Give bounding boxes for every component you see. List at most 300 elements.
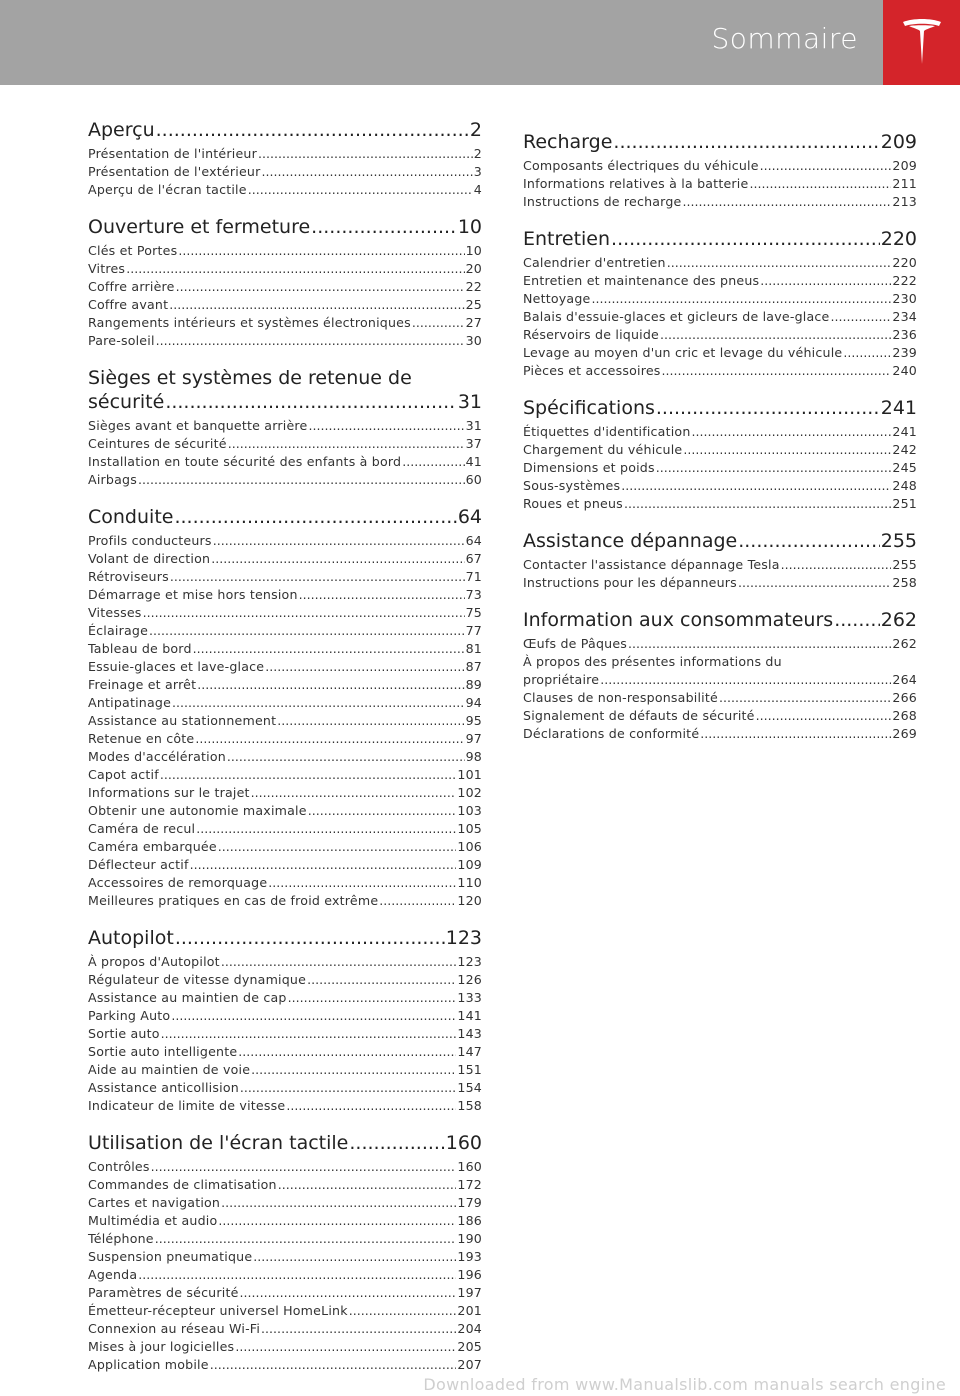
toc-entry[interactable] — [523, 707, 917, 725]
section-title[interactable] — [88, 366, 482, 414]
toc-entry-label: Accessoires de remorquage — [88, 875, 268, 890]
dot-leader — [240, 1079, 456, 1097]
toc-entry-line: À propos des présentes informations du — [523, 654, 782, 669]
toc-entry-label: Pièces et accessoires — [523, 363, 661, 378]
toc-entry[interactable] — [523, 477, 917, 495]
section-title[interactable] — [88, 505, 482, 529]
toc-entry-page-number: 103 — [457, 803, 482, 818]
toc-entry[interactable] — [88, 604, 482, 622]
toc-entry-page-number: 255 — [892, 557, 917, 572]
dot-leader — [843, 344, 891, 362]
tesla-logo-icon — [901, 16, 943, 68]
toc-entry[interactable] — [523, 574, 917, 592]
toc-entry[interactable] — [88, 260, 482, 278]
toc-entry-label: Rangements intérieurs et systèmes électroniques — [88, 315, 411, 330]
toc-entry[interactable] — [88, 989, 482, 1007]
toc-entry-label: Contrôles — [88, 1159, 150, 1174]
toc-entry-page-number: 10 — [465, 243, 482, 258]
toc-entry[interactable] — [88, 1043, 482, 1061]
dot-leader — [265, 658, 464, 676]
toc-entry-page-number: 204 — [457, 1321, 482, 1336]
dot-leader — [196, 820, 456, 838]
toc-entry-label: Chargement du véhicule — [523, 442, 683, 457]
toc-entry-label: Cartes et navigation — [88, 1195, 221, 1210]
footer — [0, 1374, 960, 1394]
dot-leader — [197, 676, 464, 694]
toc-entry-label: Obtenir une autonomie maximale — [88, 803, 307, 818]
toc-entry[interactable] — [88, 820, 482, 838]
dot-leader — [738, 574, 891, 592]
dot-leader — [286, 1097, 456, 1115]
dot-leader — [268, 874, 456, 892]
toc-entry-page-number: 241 — [892, 424, 917, 439]
toc-entry-label: Composants électriques du véhicule — [523, 158, 759, 173]
toc-entry-label: Vitres — [88, 261, 126, 276]
toc-entry-page-number: 262 — [892, 636, 917, 651]
section-title[interactable] — [523, 227, 917, 251]
section-title-label: Entretien — [523, 228, 611, 250]
toc-entry[interactable] — [88, 1025, 482, 1043]
toc-entry-label: Instructions de recharge — [523, 194, 682, 209]
dot-leader — [749, 175, 891, 193]
toc-entry[interactable] — [88, 1097, 482, 1115]
toc-entry-label: À propos d'Autopilot — [88, 954, 220, 969]
dot-leader — [834, 608, 880, 632]
toc-entry[interactable] — [88, 856, 482, 874]
toc-entry[interactable] — [88, 892, 482, 910]
toc-entry-label: Aperçu de l'écran tactile — [88, 182, 247, 197]
dot-leader — [211, 550, 464, 568]
toc-entry[interactable] — [88, 435, 482, 453]
toc-entry-label: Aide au maintien de voie — [88, 1062, 251, 1077]
toc-entry[interactable] — [88, 1061, 482, 1079]
toc-entry-page-number: 248 — [892, 478, 917, 493]
toc-entry[interactable] — [88, 1079, 482, 1097]
toc-entry[interactable] — [523, 157, 917, 175]
toc-entry-page-number: 105 — [457, 821, 482, 836]
dot-leader — [156, 332, 465, 350]
toc-entry-page-number: 126 — [457, 972, 482, 987]
toc-entry[interactable] — [88, 1230, 482, 1248]
toc-entry[interactable] — [88, 532, 482, 550]
toc-entry[interactable] — [88, 586, 482, 604]
dot-leader — [624, 495, 891, 513]
toc-entry-label: Instructions pour les dépanneurs — [523, 575, 737, 590]
toc-entry-label: Sortie auto intelligente — [88, 1044, 238, 1059]
toc-entry[interactable] — [88, 242, 482, 260]
dot-leader — [161, 1025, 457, 1043]
toc-entry-label: Suspension pneumatique — [88, 1249, 253, 1264]
toc-entry-page-number: 95 — [465, 713, 482, 728]
toc-entry-label: Étiquettes d'identification — [523, 424, 691, 439]
toc-entry-page-number: 89 — [465, 677, 482, 692]
section-title-page-number: 209 — [880, 131, 917, 153]
dot-leader — [611, 227, 880, 251]
toc-section — [88, 1131, 482, 1374]
toc-entry-page-number: 97 — [465, 731, 482, 746]
toc-entry-label: Levage au moyen d'un cric et levage du véhicule — [523, 345, 843, 360]
dot-leader — [240, 1284, 457, 1302]
dot-leader — [253, 1248, 456, 1266]
toc-entry-page-number: 73 — [465, 587, 482, 602]
toc-entry[interactable] — [523, 556, 917, 574]
toc-entry[interactable] — [88, 1194, 482, 1212]
toc-entry[interactable] — [523, 653, 917, 689]
toc-entry[interactable] — [88, 163, 482, 181]
toc-entry-label: Signalement de défauts de sécurité — [523, 708, 755, 723]
toc-entry[interactable] — [523, 344, 917, 362]
toc-section — [523, 396, 917, 513]
toc-entry[interactable] — [88, 314, 482, 332]
toc-entry-label: Présentation de l'intérieur — [88, 146, 257, 161]
dot-leader — [238, 1043, 456, 1061]
dot-leader — [176, 278, 465, 296]
dot-leader — [251, 784, 457, 802]
dot-leader — [221, 953, 457, 971]
toc-entry[interactable] — [88, 838, 482, 856]
toc-entry[interactable] — [88, 568, 482, 586]
dot-leader — [248, 181, 473, 199]
toc-entry-page-number: 98 — [465, 749, 482, 764]
toc-entry-page-number: 251 — [892, 496, 917, 511]
toc-entry-page-number: 25 — [465, 297, 482, 312]
toc-entry[interactable] — [88, 694, 482, 712]
section-title-page-number: 262 — [880, 609, 917, 631]
footer-watermark: Downloaded from www.Manualslib.com manuals search engine — [423, 1375, 946, 1394]
dot-leader — [682, 193, 891, 211]
toc-entry[interactable] — [88, 278, 482, 296]
toc-section — [88, 505, 482, 910]
section-title[interactable] — [88, 926, 482, 950]
toc-entry[interactable] — [88, 1158, 482, 1176]
toc-entry-page-number: 197 — [457, 1285, 482, 1300]
dot-leader — [151, 1158, 457, 1176]
toc-entry-page-number: 141 — [457, 1008, 482, 1023]
section-title[interactable] — [88, 1131, 482, 1155]
dot-leader — [700, 725, 891, 743]
toc-entry-label: Pare-soleil — [88, 333, 155, 348]
section-title-label: Autopilot — [88, 927, 174, 949]
toc-entry-label: Tableau de bord — [88, 641, 192, 656]
toc-entry-page-number: 106 — [457, 839, 482, 854]
dot-leader — [210, 1356, 457, 1374]
toc-entry[interactable] — [523, 441, 917, 459]
toc-entry-label: Vitesses — [88, 605, 142, 620]
toc-entry[interactable] — [88, 1248, 482, 1266]
dot-leader — [261, 163, 472, 181]
section-title-line: Sièges et systèmes de retenue de — [88, 367, 412, 389]
toc-entry-page-number: 143 — [457, 1026, 482, 1041]
toc-entry-label: Modes d'accélération — [88, 749, 226, 764]
section-title-page-number: 64 — [457, 506, 482, 528]
toc-entry-page-number: 81 — [465, 641, 482, 656]
toc-entry-page-number: 71 — [465, 569, 482, 584]
toc-entry[interactable] — [523, 362, 917, 380]
toc-entry[interactable] — [523, 459, 917, 477]
toc-entry-label: Coffre arrière — [88, 279, 175, 294]
toc-entry[interactable] — [523, 290, 917, 308]
toc-entry-label: Assistance au maintien de cap — [88, 990, 287, 1005]
toc-section — [523, 227, 917, 380]
dot-leader — [149, 622, 465, 640]
toc-entry-page-number: 193 — [457, 1249, 482, 1264]
toc-entry-label: Démarrage et mise hors tension — [88, 587, 298, 602]
toc-entry-page-number: 67 — [465, 551, 482, 566]
section-title[interactable] — [88, 118, 482, 142]
toc-entry-label: Clés et Portes — [88, 243, 178, 258]
toc-section — [523, 608, 917, 743]
toc-entry[interactable] — [88, 332, 482, 350]
dot-leader — [308, 802, 457, 820]
toc-entry[interactable] — [88, 1007, 482, 1025]
toc-entry[interactable] — [523, 326, 917, 344]
toc-entry-page-number: 120 — [457, 893, 482, 908]
toc-entry-label: Informations sur le trajet — [88, 785, 250, 800]
toc-entry-label: Profils conducteurs — [88, 533, 212, 548]
dot-leader — [621, 477, 891, 495]
toc-entry-page-number: 201 — [457, 1303, 482, 1318]
toc-entry[interactable] — [88, 471, 482, 489]
toc-entry-label: Commandes de climatisation — [88, 1177, 277, 1192]
toc-entry[interactable] — [88, 550, 482, 568]
dot-leader — [756, 707, 892, 725]
toc-entry-label: Téléphone — [88, 1231, 154, 1246]
toc-entry[interactable] — [88, 453, 482, 471]
toc-entry[interactable] — [88, 417, 482, 435]
toc-entry-page-number: 239 — [892, 345, 917, 360]
toc-entry-page-number: 154 — [457, 1080, 482, 1095]
toc-entry-label: Indicateur de limite de vitesse — [88, 1098, 286, 1113]
dot-leader — [719, 689, 891, 707]
toc-entry-label: Caméra embarquée — [88, 839, 217, 854]
dot-leader — [170, 568, 465, 586]
toc-entry-page-number: 30 — [465, 333, 482, 348]
dot-leader — [591, 290, 891, 308]
toc-entry-label: Agenda — [88, 1267, 138, 1282]
toc-entry-label: Paramètres de sécurité — [88, 1285, 239, 1300]
toc-entry-page-number: 147 — [457, 1044, 482, 1059]
toc-entry[interactable] — [88, 145, 482, 163]
toc-entry-page-number: 230 — [892, 291, 917, 306]
toc-entry[interactable] — [88, 1266, 482, 1284]
dot-leader — [174, 505, 456, 529]
section-title-row — [88, 390, 482, 414]
toc-entry[interactable] — [88, 1356, 482, 1374]
dot-leader — [193, 640, 465, 658]
dot-leader — [760, 157, 892, 175]
dot-leader — [138, 471, 465, 489]
section-title[interactable] — [523, 608, 917, 632]
toc-entry[interactable] — [88, 784, 482, 802]
toc-entry-page-number: 190 — [457, 1231, 482, 1246]
toc-entry-page-number: 110 — [457, 875, 482, 890]
toc-entry-page-number: 60 — [465, 472, 482, 487]
toc-entry-page-number: 220 — [892, 255, 917, 270]
toc-entry-page-number: 75 — [465, 605, 482, 620]
brand-logo — [883, 0, 960, 85]
dot-leader — [143, 604, 465, 622]
dot-leader — [613, 130, 879, 154]
toc-entry-page-number: 266 — [892, 690, 917, 705]
dot-leader — [308, 417, 464, 435]
dot-leader — [227, 748, 465, 766]
toc-entry[interactable] — [88, 712, 482, 730]
toc-entry[interactable] — [88, 971, 482, 989]
toc-entry-page-number: 87 — [465, 659, 482, 674]
toc-entry[interactable] — [88, 676, 482, 694]
toc-entry[interactable] — [523, 635, 917, 653]
section-title-label: Ouverture et fermeture — [88, 216, 311, 238]
toc-entry-label: Freinage et arrêt — [88, 677, 197, 692]
dot-leader — [218, 838, 457, 856]
toc-entry[interactable] — [88, 1212, 482, 1230]
toc-entry-label: Émetteur-récepteur universel HomeLink — [88, 1303, 348, 1318]
dot-leader — [218, 1212, 456, 1230]
toc-entry-label: Retenue en côte — [88, 731, 195, 746]
toc-entry-page-number: 196 — [457, 1267, 482, 1282]
section-title-page-number: 31 — [457, 391, 482, 413]
toc-entry-page-number: 242 — [892, 442, 917, 457]
section-title-label: Conduite — [88, 506, 174, 528]
dot-leader — [261, 1320, 456, 1338]
toc-entry-page-number: 211 — [892, 176, 917, 191]
toc-entry[interactable] — [523, 689, 917, 707]
toc-entry-page-number: 102 — [457, 785, 482, 800]
toc-entry-label: Airbags — [88, 472, 137, 487]
toc-entry[interactable] — [88, 802, 482, 820]
toc-entry[interactable] — [88, 622, 482, 640]
toc-entry-label: Sièges avant et banquette arrière — [88, 418, 308, 433]
dot-leader — [692, 423, 892, 441]
toc-entry[interactable] — [88, 766, 482, 784]
toc-entry-label: Essuie-glaces et lave-glace — [88, 659, 265, 674]
toc-entry[interactable] — [88, 730, 482, 748]
dot-leader — [288, 989, 457, 1007]
toc-entry-label: Sortie auto — [88, 1026, 160, 1041]
dot-leader — [172, 694, 465, 712]
dot-leader — [156, 118, 469, 142]
dot-leader — [278, 1176, 457, 1194]
toc-entry-page-number: 209 — [892, 158, 917, 173]
section-title[interactable] — [523, 529, 917, 553]
toc-entry[interactable] — [523, 725, 917, 743]
toc-entry-label: Entretien et maintenance des pneus — [523, 273, 760, 288]
dot-leader — [600, 671, 891, 689]
toc-entry-page-number: 245 — [892, 460, 917, 475]
toc-entry-label: Assistance au stationnement — [88, 713, 277, 728]
toc-entry[interactable] — [523, 254, 917, 272]
toc-entry-page-number: 186 — [457, 1213, 482, 1228]
toc-section — [88, 118, 482, 199]
toc-entry-page-number: 172 — [457, 1177, 482, 1192]
toc-entry-label: Présentation de l'extérieur — [88, 164, 261, 179]
toc-entry-label: Roues et pneus — [523, 496, 623, 511]
toc-entry-label: Antipatinage — [88, 695, 172, 710]
toc-entry[interactable] — [88, 296, 482, 314]
toc-entry[interactable] — [88, 1338, 482, 1356]
section-title-page-number: 2 — [469, 119, 482, 141]
dot-leader — [165, 390, 457, 414]
toc-entry[interactable] — [523, 308, 917, 326]
dot-leader — [412, 314, 465, 332]
toc-entry-page-number: 222 — [892, 273, 917, 288]
dot-leader — [667, 254, 892, 272]
toc-section — [88, 366, 482, 489]
toc-entry[interactable] — [88, 1302, 482, 1320]
toc-entry[interactable] — [88, 1176, 482, 1194]
dot-leader — [402, 453, 464, 471]
toc-entry-label: propriétaire — [523, 672, 600, 687]
toc-entry-page-number: 64 — [465, 533, 482, 548]
dot-leader — [738, 529, 880, 553]
toc-entry-label: Nettoyage — [523, 291, 591, 306]
toc-entry[interactable] — [523, 423, 917, 441]
toc-entry[interactable] — [88, 953, 482, 971]
toc-entry-label: Œufs de Pâques — [523, 636, 628, 651]
toc-entry-label: Contacter l'assistance dépannage Tesla — [523, 557, 780, 572]
dot-leader — [628, 635, 891, 653]
section-title-label: Recharge — [523, 131, 613, 153]
dot-leader — [190, 856, 457, 874]
section-title-page-number: 123 — [445, 927, 482, 949]
dot-leader — [662, 362, 892, 380]
section-title-label: Information aux consommateurs — [523, 609, 834, 631]
toc-entry-page-number: 4 — [473, 182, 482, 197]
toc-entry[interactable] — [88, 1320, 482, 1338]
dot-leader — [251, 1061, 456, 1079]
toc-entry-page-number: 240 — [892, 363, 917, 378]
toc-entry-page-number: 234 — [892, 309, 917, 324]
toc-entry-label: Volant de direction — [88, 551, 211, 566]
section-title[interactable] — [523, 396, 917, 420]
section-title[interactable] — [88, 215, 482, 239]
toc-entry-label: Caméra de recul — [88, 821, 196, 836]
toc-entry-page-number: 109 — [457, 857, 482, 872]
dot-leader — [175, 926, 445, 950]
toc-entry[interactable] — [523, 193, 917, 211]
toc-entry[interactable] — [88, 658, 482, 676]
toc-entry-label: Parking Auto — [88, 1008, 171, 1023]
toc-entry-page-number: 158 — [457, 1098, 482, 1113]
section-title-page-number: 241 — [880, 397, 917, 419]
toc-entry-label: Coffre avant — [88, 297, 169, 312]
dot-leader — [760, 272, 891, 290]
toc-entry-label: Installation en toute sécurité des enfants à bord — [88, 454, 402, 469]
toc-entry[interactable] — [88, 181, 482, 199]
toc-entry[interactable] — [88, 748, 482, 766]
dot-leader — [781, 556, 892, 574]
toc-entry[interactable] — [88, 640, 482, 658]
toc-entry-label: Déclarations de conformité — [523, 726, 700, 741]
toc-entry[interactable] — [88, 874, 482, 892]
toc-entry-page-number: 236 — [892, 327, 917, 342]
toc-entry[interactable] — [88, 1284, 482, 1302]
toc-entry-label: Meilleures pratiques en cas de froid extrême — [88, 893, 379, 908]
dot-leader — [379, 892, 456, 910]
toc-entry-page-number: 123 — [457, 954, 482, 969]
dot-leader — [258, 145, 473, 163]
toc-entry-page-number: 3 — [473, 164, 482, 179]
section-title-label: Spécifications — [523, 397, 655, 419]
toc-entry[interactable] — [523, 272, 917, 290]
toc-entry[interactable] — [523, 175, 917, 193]
toc-entry[interactable] — [523, 495, 917, 513]
toc-entry-label: Assistance anticollision — [88, 1080, 239, 1095]
section-title[interactable] — [523, 130, 917, 154]
dot-leader — [235, 1338, 456, 1356]
dot-leader — [171, 1007, 456, 1025]
toc-entry-label: Dimensions et poids — [523, 460, 655, 475]
